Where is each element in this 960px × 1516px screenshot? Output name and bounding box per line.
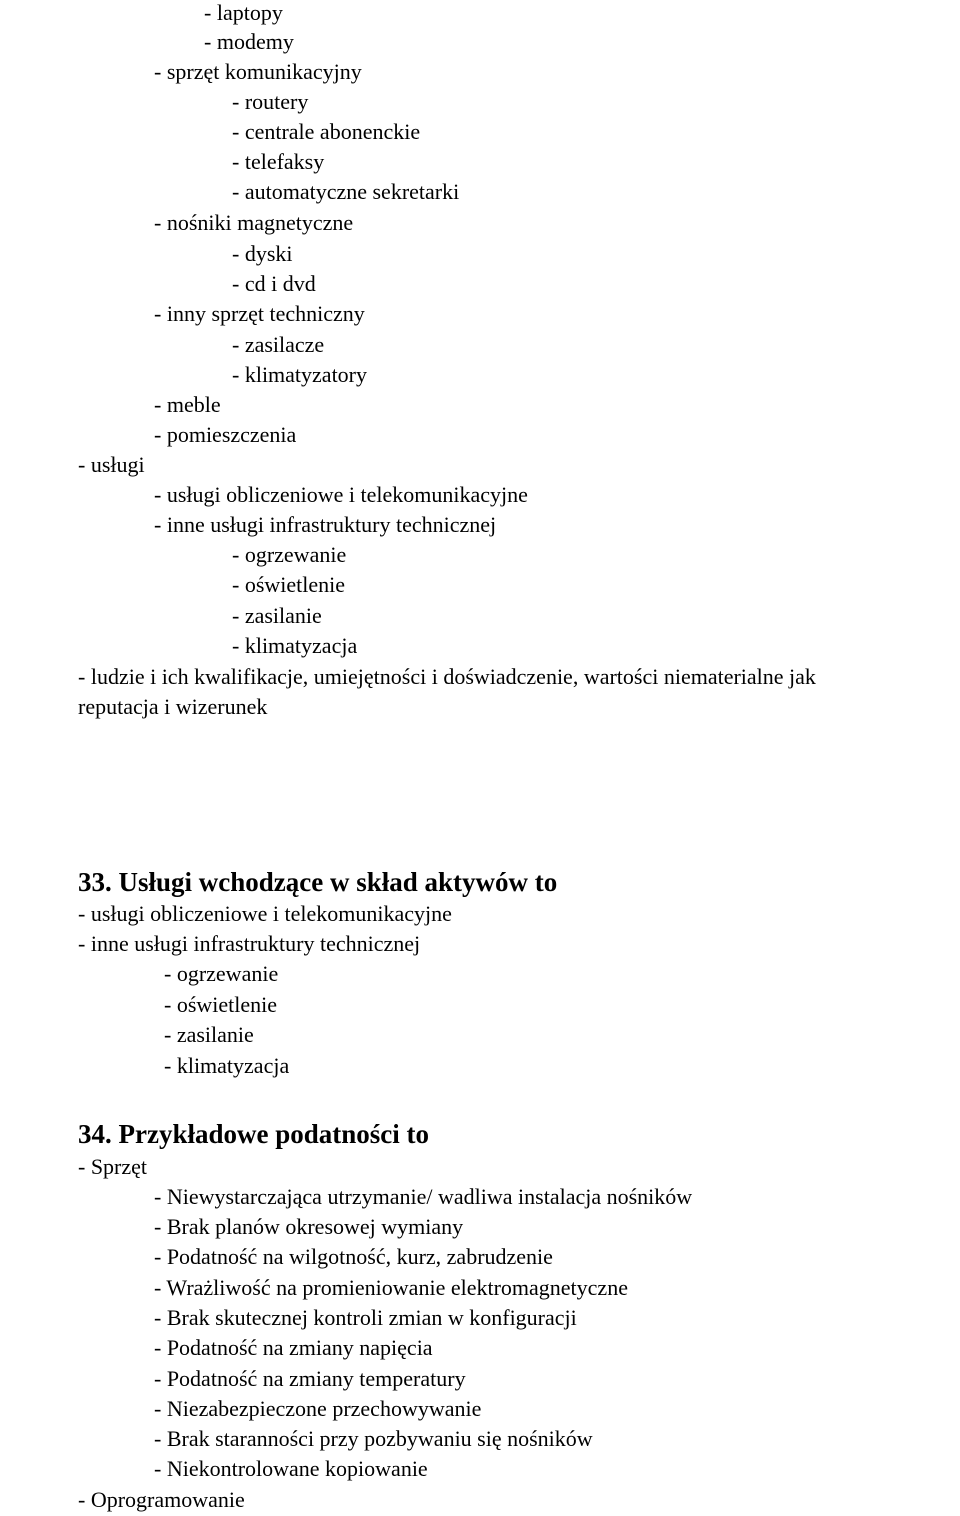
list-item: - oświetlenie: [232, 572, 346, 597]
list-item: - dyski: [232, 241, 293, 266]
section-heading: 34. Przykładowe podatności to: [78, 1119, 429, 1149]
list-item: - zasilacze: [232, 332, 325, 357]
list-item: - Brak planów okresowej wymiany: [154, 1214, 464, 1239]
list-item: - routery: [232, 89, 309, 114]
list-item: - inny sprzęt techniczny: [154, 301, 365, 326]
list-item: - automatyczne sekretarki: [232, 179, 460, 204]
list-item: - zasilanie: [164, 1022, 254, 1047]
list-item: - ludzie i ich kwalifikacje, umiejętności i doświadczenie, wartości niematerialne jak: [78, 664, 816, 689]
list-item: - Podatność na wilgotność, kurz, zabrudzenie: [154, 1244, 553, 1269]
list-item: - Podatność na zmiany temperatury: [154, 1366, 466, 1391]
list-item: - ogrzewanie: [232, 542, 347, 567]
list-item: - Niezabezpieczone przechowywanie: [154, 1396, 482, 1421]
list-item: reputacja i wizerunek: [78, 694, 268, 719]
list-item: - Wrażliwość na promieniowanie elektromagnetyczne: [154, 1275, 628, 1300]
list-item: - ogrzewanie: [164, 961, 279, 986]
list-item: - inne usługi infrastruktury technicznej: [154, 512, 497, 537]
section-heading: 33. Usługi wchodzące w skład aktywów to: [78, 867, 558, 897]
list-item: - meble: [154, 392, 221, 417]
list-item: - Podatność na zmiany napięcia: [154, 1335, 433, 1360]
list-item: - sprzęt komunikacyjny: [154, 59, 362, 84]
list-item: - Niekontrolowane kopiowanie: [154, 1456, 428, 1481]
list-item: - zasilanie: [232, 603, 322, 628]
list-item: - cd i dvd: [232, 271, 316, 296]
list-item: - Oprogramowanie: [78, 1487, 245, 1512]
list-item: - pomieszczenia: [154, 422, 297, 447]
list-item: - Brak skutecznej kontroli zmian w konfiguracji: [154, 1305, 577, 1330]
list-item: - centrale abonenckie: [232, 119, 421, 144]
list-item: - inne usługi infrastruktury technicznej: [78, 931, 421, 956]
list-item: - klimatyzacja: [164, 1053, 290, 1078]
list-item: - Brak staranności przy pozbywaniu się nośników: [154, 1426, 593, 1451]
list-item: - laptopy: [204, 0, 283, 25]
list-item: - Niewystarczająca utrzymanie/ wadliwa instalacja nośników: [154, 1184, 693, 1209]
list-item: - usługi obliczeniowe i telekomunikacyjne: [78, 901, 452, 926]
list-item: - nośniki magnetyczne: [154, 210, 354, 235]
list-item: - modemy: [204, 29, 294, 54]
list-item: - oświetlenie: [164, 992, 278, 1017]
list-item: - telefaksy: [232, 149, 325, 174]
list-item: - klimatyzatory: [232, 362, 368, 387]
list-item: - usługi: [78, 452, 145, 477]
list-item: - klimatyzacja: [232, 633, 358, 658]
list-item: - usługi obliczeniowe i telekomunikacyjne: [154, 482, 528, 507]
list-item: - Sprzęt: [78, 1154, 148, 1179]
